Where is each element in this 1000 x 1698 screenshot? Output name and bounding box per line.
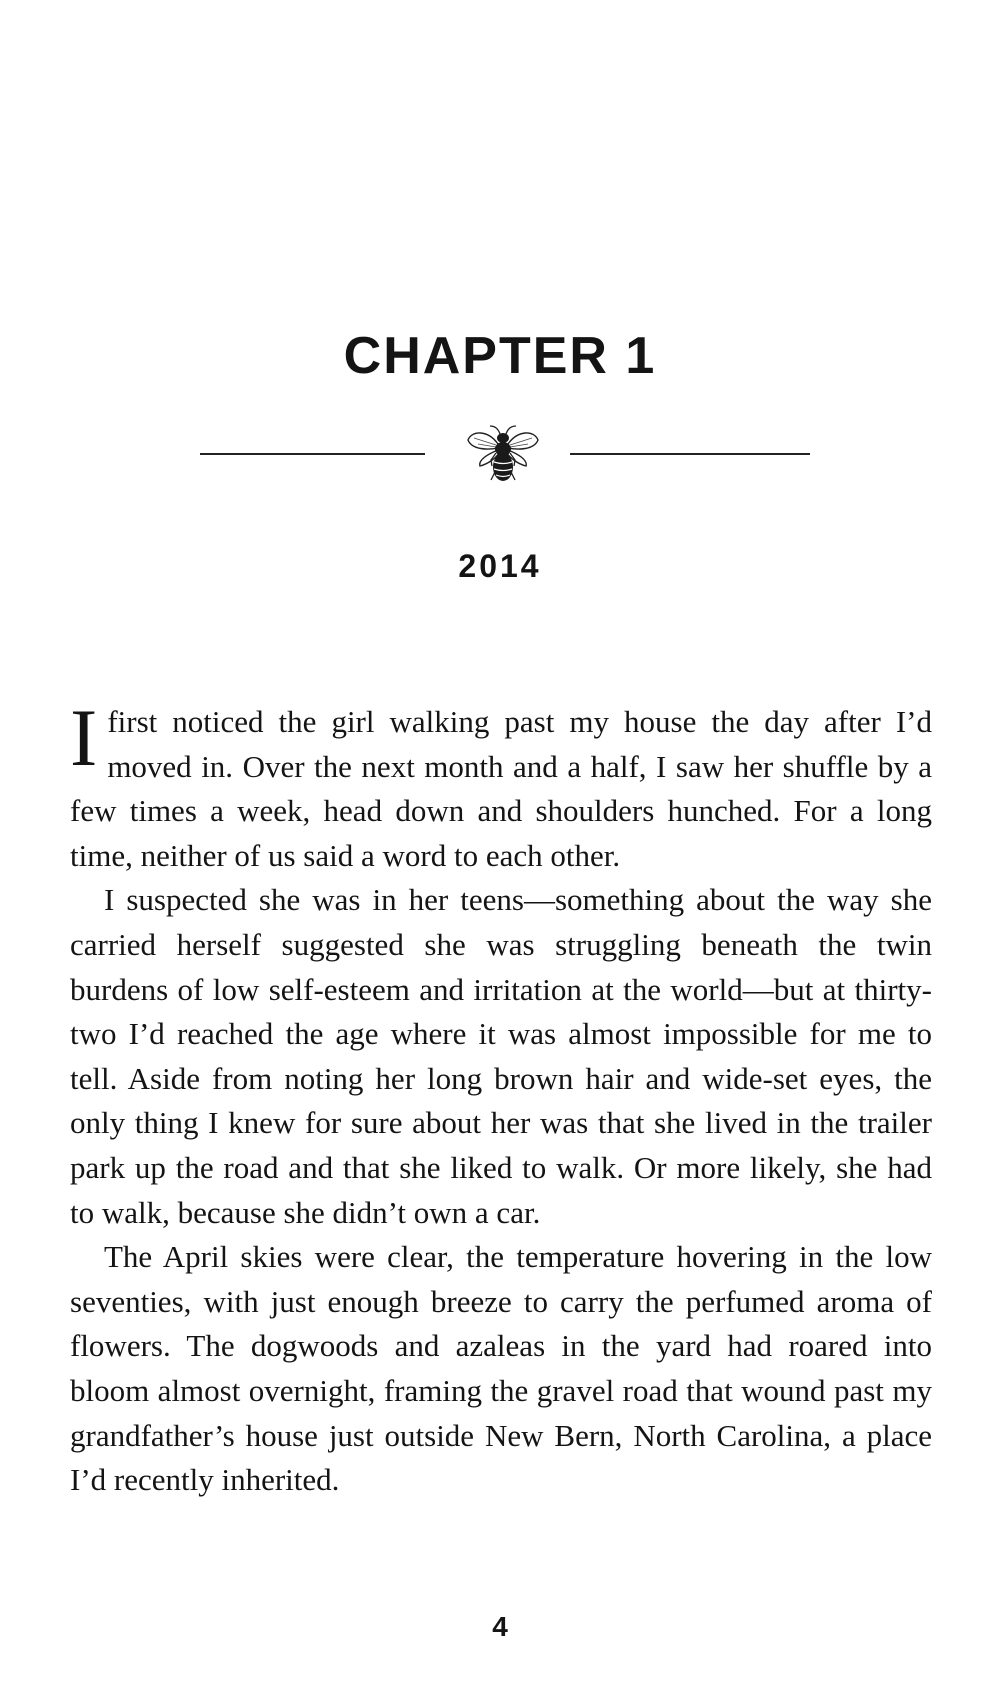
ornament-rule-right (570, 453, 810, 455)
section-year: 2014 (458, 548, 542, 584)
page-number: 4 (492, 1611, 508, 1642)
chapter-ornament (200, 420, 810, 490)
body-text (70, 692, 932, 1503)
paragraph-1-text: first noticed the girl walking past my house the day after I’d moved in. Over the next month and a half, I saw her shuffle by a few times a week, head down and shoulders hunched. For a long time, neither of us said a word to each other. (70, 704, 932, 873)
paragraph-1 (70, 692, 932, 878)
ornament-rule-left (200, 453, 425, 455)
paragraph-3: The April skies were clear, the temperature hovering in the low seventies, with just enough breeze to carry the perfumed aroma of flowers. The dogwoods and azaleas in the yard had roared into bloom almost overnight, framing the gravel road that wound past my grandfather’s house just outside New Bern, North Carolina, a place I’d recently inherited. (70, 1239, 932, 1498)
chapter-title: CHAPTER 1 (343, 327, 657, 385)
paragraph-2: I suspected she was in her teens—something about the way she carried herself suggested she was struggling beneath the twin burdens of low self-esteem and irritation at the world—but at thirty-two I’d reached the age where it was almost impossible for me to tell. Aside from noting her long brown hair and wide-set eyes, the only thing I knew for sure about her was that she lived in the trailer park up the road and that she liked to walk. Or more likely, she had to walk, because she didn’t own a car. (70, 882, 932, 1230)
drop-cap: I (70, 692, 98, 783)
bee-icon (458, 420, 548, 490)
